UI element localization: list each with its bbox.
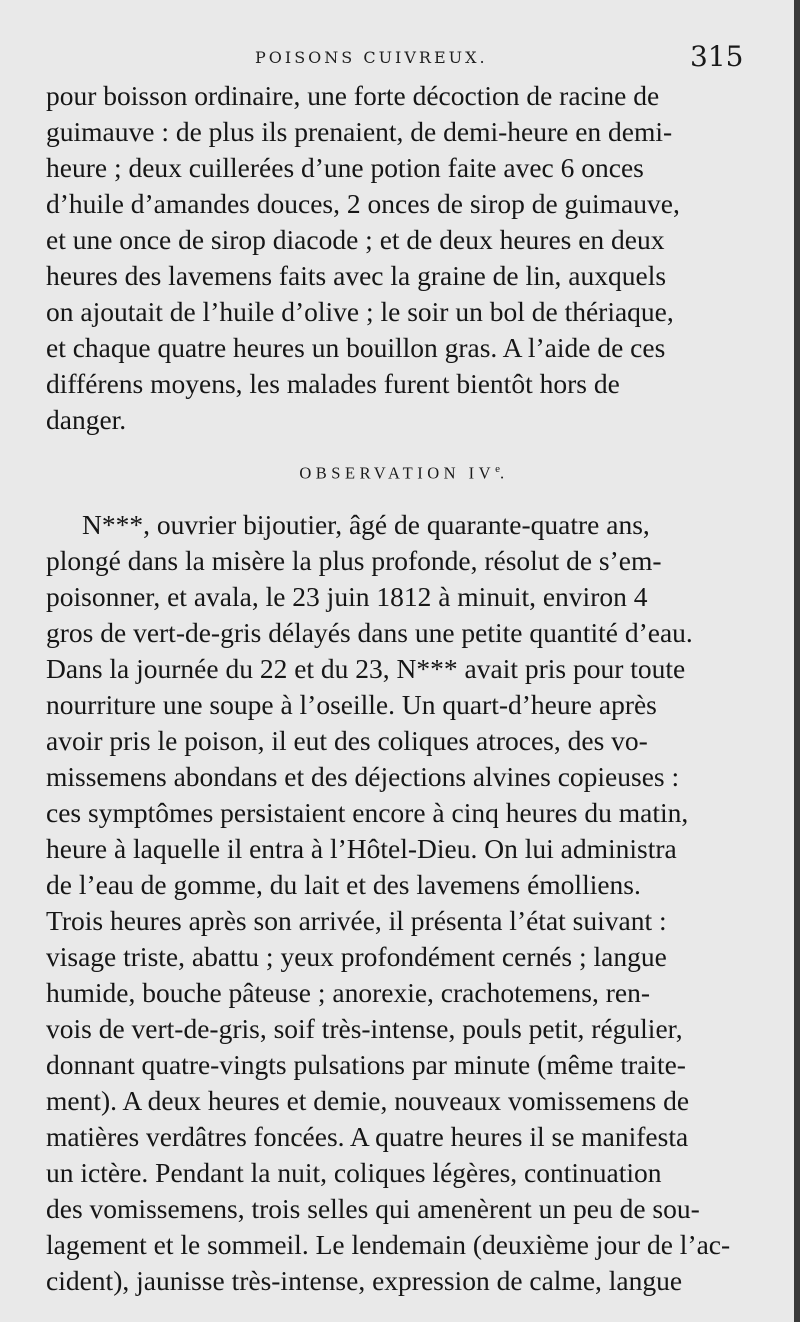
text-line: heures des lavemens faits avec la graine de lin, auxquels [46,260,667,291]
text-line: gros de vert-de-gris délayés dans une petite quantité d’eau. [46,616,693,648]
text-line: Dans la journée du 22 et du 23, N*** avait pris pour toute [46,652,686,684]
paragraph-1 [46,78,762,438]
text-line: N***, ouvrier bijoutier, âgé de quarante-quatre ans, [82,508,650,540]
page-header [0,40,794,72]
text-line: vois de vert-de-gris, soif très-intense, pouls petit, régulier, [46,1012,683,1044]
text-line: pour boisson ordinaire, une forte décoction de racine de [46,80,660,111]
text-line: avoir pris le poison, il eut des coliques atroces, des vo- [46,724,648,756]
observation-heading-label: OBSERVATION IV [299,463,496,483]
text-line: donnant quatre-vingts pulsations par minute (même traite- [46,1048,686,1080]
text-line: heure à laquelle il entra à l’Hôtel-Dieu. On lui administra [46,832,677,864]
text-line: et une once de sirop diacode ; et de deux heures en deux [46,224,665,255]
text-line: humide, bouche pâteuse ; anorexie, crachotemens, ren- [46,976,650,1008]
text-line: lagement et le sommeil. Le lendemain (deuxième jour de l’ac- [46,1228,731,1260]
text-line: plongé dans la misère la plus profonde, résolut de s’em- [46,544,662,576]
text-line: on ajoutait de l’huile d’olive ; le soir un bol de thériaque, [46,296,674,327]
text-line: ment). A deux heures et demie, nouveaux vomissemens de [46,1084,690,1116]
text-line: missemens abondans et des déjections alvines copieuses : [46,760,680,792]
text-line: poisonner, et avala, le 23 juin 1812 à minuit, environ 4 [46,580,648,612]
text-line: des vomissemens, trois selles qui amenèrent un peu de sou- [46,1192,700,1224]
text-line: différens moyens, les malades furent bientôt hors de [46,368,620,399]
paragraph-2 [46,507,762,1299]
page-body [46,78,762,1299]
text-line: et chaque quatre heures un bouillon gras. A l’aide de ces [46,332,666,363]
text-line: matières verdâtres foncées. A quatre heures il se manifesta [46,1120,689,1152]
page-number: 315 [690,40,744,73]
text-line: cident), jaunisse très-intense, expression de calme, langue [46,1264,683,1296]
text-line: ces symptômes persistaient encore à cinq heures du matin, [46,796,689,828]
text-line: Trois heures après son arrivée, il présenta l’état suivant : [46,904,667,936]
text-line: heure ; deux cuillerées d’une potion faite avec 6 onces [46,152,644,183]
text-line: guimauve : de plus ils prenaient, de demi-heure en demi- [46,116,673,147]
running-title: POISONS CUIVREUX. [255,48,488,67]
observation-heading-suffix: e [495,463,500,475]
text-line: visage triste, abattu ; yeux profondément cernés ; langue [46,940,667,972]
text-line: nourriture une soupe à l’oseille. Un quart-d’heure après [46,688,657,720]
observation-heading-period: . [499,463,509,483]
text-line: d’huile d’amandes douces, 2 onces de sirop de guimauve, [46,188,680,219]
text-line: un ictère. Pendant la nuit, coliques légères, continuation [46,1156,662,1188]
observation-heading [46,452,762,491]
text-line: de l’eau de gomme, du lait et des lavemens émolliens. [46,868,641,900]
text-line: danger. [46,404,127,435]
